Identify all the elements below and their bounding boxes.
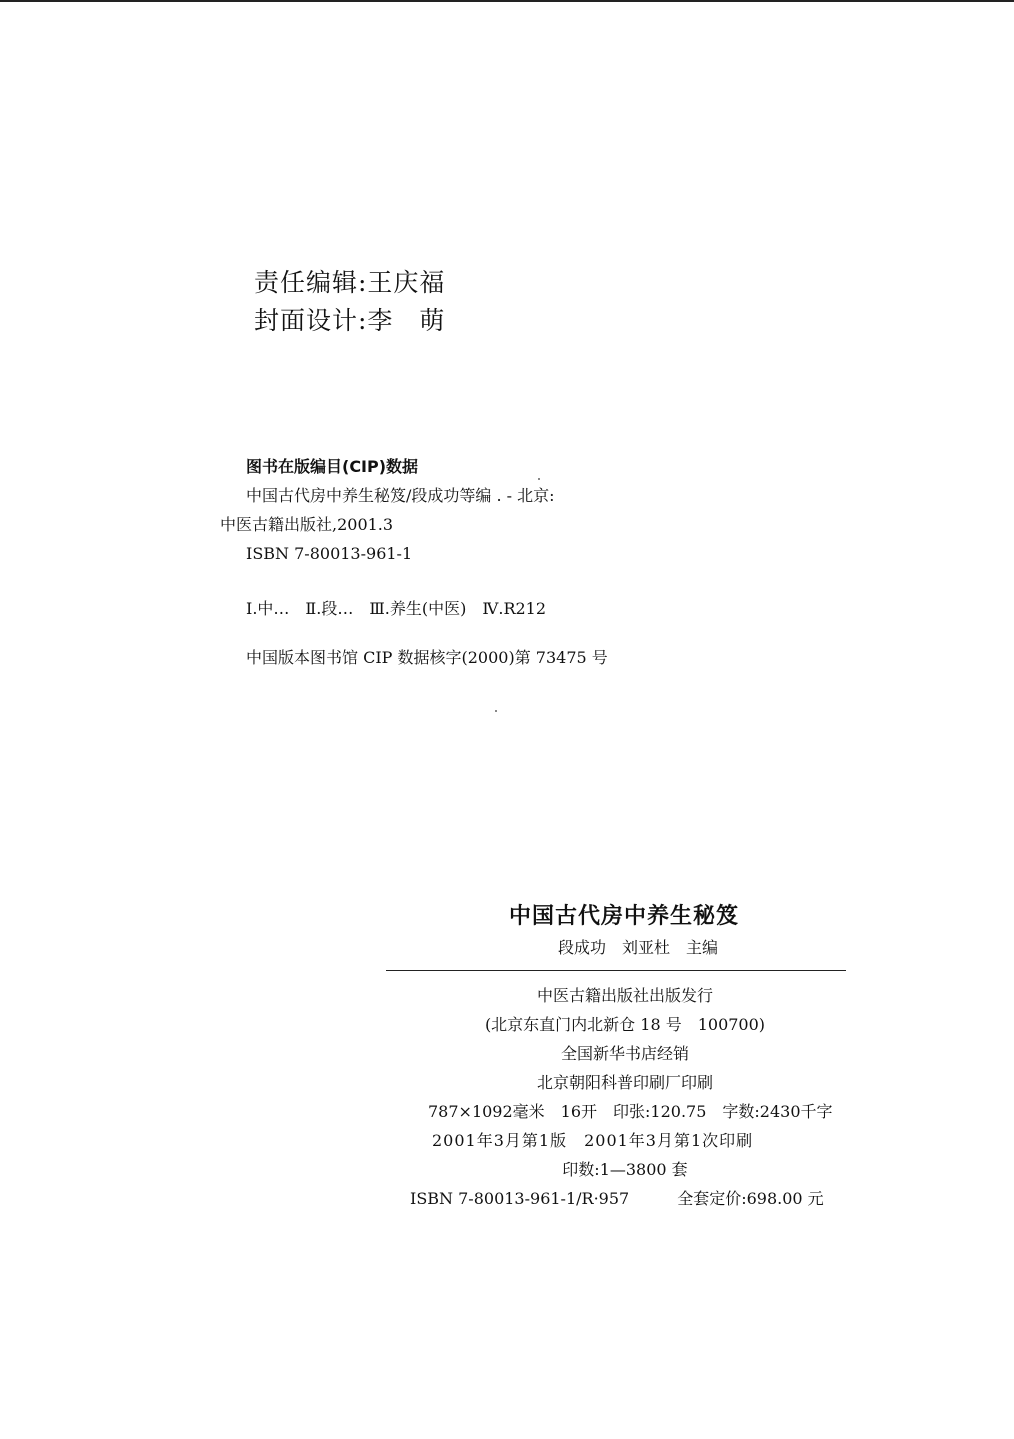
printer: 北京朝阳科普印刷厂印刷 <box>536 1073 713 1092</box>
edition-info: 2001年3月第1版 2001年3月第1次印刷 <box>432 1131 754 1150</box>
responsible-editor: 责任编辑:王庆福 <box>254 268 446 297</box>
book-editors: 段成功 刘亚杜 主编 <box>557 938 718 957</box>
cip-title-line: 中国古代房中养生秘笈/段成功等编 . - 北京: <box>246 486 555 505</box>
isbn-price: ISBN 7-80013-961-1/R·957 全套定价:698.00 元 <box>410 1189 824 1208</box>
cip-data-block <box>220 452 740 672</box>
page-top-border <box>0 0 1014 2</box>
colophon-divider <box>386 970 846 971</box>
cip-verification: 中国版本图书馆 CIP 数据核字(2000)第 73475 号 <box>246 648 608 667</box>
publisher-address: (北京东直门内北新仓 18 号 100700) <box>484 1015 766 1034</box>
book-specs: 787×1092毫米 16开 印张:120.75 字数:2430千字 <box>428 1102 833 1121</box>
publisher: 中医古籍出版社出版发行 <box>536 986 713 1005</box>
scan-speck <box>495 710 497 712</box>
cip-isbn: ISBN 7-80013-961-1 <box>246 544 413 563</box>
cip-classification: Ⅰ.中… Ⅱ.段… Ⅲ.养生(中医) Ⅳ.R212 <box>246 599 547 618</box>
colophon-block <box>380 900 870 1213</box>
print-run: 印数:1—3800 套 <box>562 1160 688 1179</box>
cover-designer: 封面设计:李 萌 <box>254 306 446 335</box>
cip-publisher-line: 中医古籍出版社,2001.3 <box>220 515 394 534</box>
credits-block <box>254 264 445 340</box>
distributor: 全国新华书店经销 <box>560 1044 689 1063</box>
scan-speck <box>538 478 540 480</box>
cip-title: 图书在版编目(CIP)数据 <box>246 457 419 476</box>
book-title: 中国古代房中养生秘笈 <box>508 904 739 929</box>
